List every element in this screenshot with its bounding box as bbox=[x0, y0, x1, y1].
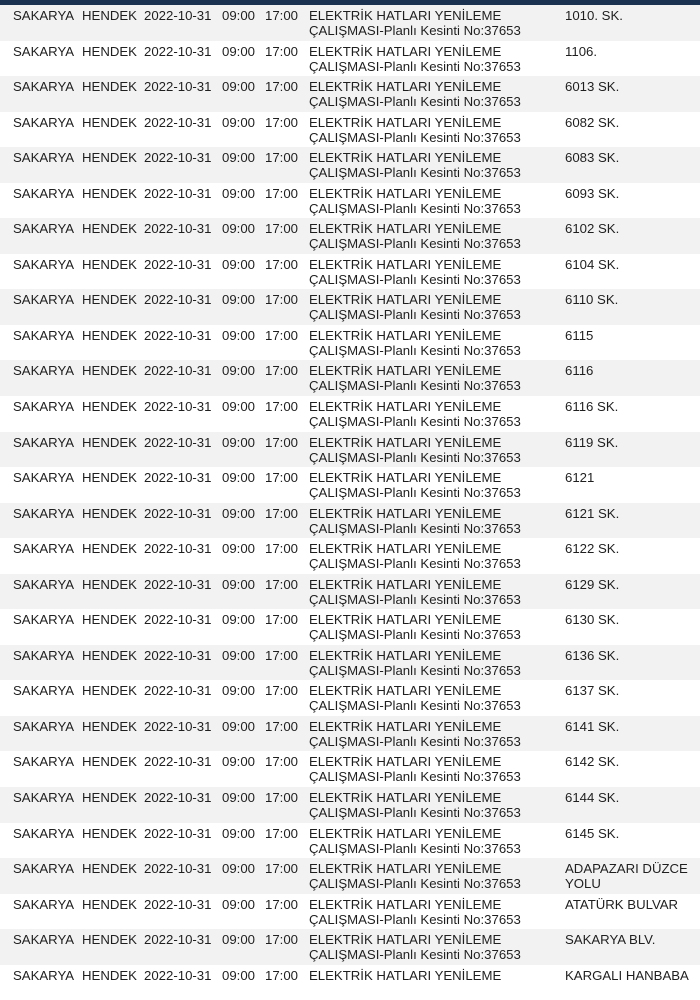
description-cell bbox=[309, 328, 554, 358]
start-time-cell: 09:00 bbox=[222, 185, 256, 201]
street-cell: 6121 bbox=[565, 470, 595, 486]
description-cell bbox=[309, 612, 554, 642]
end-time-cell: 17:00 bbox=[265, 967, 299, 983]
street-cell: 6102 SK. bbox=[565, 221, 620, 237]
end-time-cell: 17:00 bbox=[265, 470, 299, 486]
date-cell: 2022-10-31 bbox=[144, 399, 212, 415]
description-cell bbox=[309, 150, 554, 180]
description-line: ELEKTRİK HATLARI YENİLEME bbox=[309, 683, 502, 699]
district-cell: HENDEK bbox=[82, 718, 137, 734]
date-cell: 2022-10-31 bbox=[144, 967, 212, 983]
end-time-cell: 17:00 bbox=[265, 825, 299, 841]
description-cell bbox=[309, 221, 554, 251]
description-cell bbox=[309, 399, 554, 429]
district-cell: HENDEK bbox=[82, 292, 137, 308]
description-line: ELEKTRİK HATLARI YENİLEME bbox=[309, 576, 502, 592]
street-cell: 6119 SK. bbox=[565, 434, 619, 450]
district-cell: HENDEK bbox=[82, 327, 137, 343]
description-line: ELEKTRİK HATLARI YENİLEME bbox=[309, 505, 502, 521]
table-row bbox=[0, 218, 700, 254]
date-cell: 2022-10-31 bbox=[144, 576, 212, 592]
date-cell: 2022-10-31 bbox=[144, 150, 212, 166]
description-cell bbox=[309, 8, 554, 38]
date-cell: 2022-10-31 bbox=[144, 718, 212, 734]
start-time-cell: 09:00 bbox=[222, 967, 256, 983]
description-line: ELEKTRİK HATLARI YENİLEME bbox=[309, 292, 502, 308]
description-cell bbox=[309, 897, 554, 927]
description-cell bbox=[309, 292, 554, 322]
date-cell: 2022-10-31 bbox=[144, 79, 212, 95]
start-time-cell: 09:00 bbox=[222, 718, 256, 734]
street-cell: 6116 bbox=[565, 363, 594, 379]
end-time-cell: 17:00 bbox=[265, 647, 299, 663]
district-cell: HENDEK bbox=[82, 8, 137, 23]
table-row bbox=[0, 609, 700, 645]
description-line: ÇALIŞMASI-Planlı Kesinti No:37653 bbox=[309, 733, 521, 749]
table-row bbox=[0, 929, 700, 965]
end-time-cell: 17:00 bbox=[265, 505, 299, 521]
start-time-cell: 09:00 bbox=[222, 114, 256, 130]
description-line: ÇALIŞMASI-Planlı Kesinti No:37653 bbox=[309, 271, 521, 287]
end-time-cell: 17:00 bbox=[265, 576, 299, 592]
end-time-cell: 17:00 bbox=[265, 43, 299, 59]
table-row bbox=[0, 645, 700, 681]
city-cell: SAKARYA bbox=[13, 363, 75, 379]
description-line: ÇALIŞMASI-Planlı Kesinti No:37653 bbox=[309, 200, 521, 216]
start-time-cell: 09:00 bbox=[222, 541, 256, 557]
start-time-cell: 09:00 bbox=[222, 754, 256, 770]
date-cell: 2022-10-31 bbox=[144, 647, 212, 663]
description-line: ELEKTRİK HATLARI YENİLEME bbox=[309, 256, 502, 272]
district-cell: HENDEK bbox=[82, 114, 137, 130]
street-cell: 6142 SK. bbox=[565, 754, 620, 770]
table-row bbox=[0, 112, 700, 148]
description-line: ÇALIŞMASI-Planlı Kesinti No:37653 bbox=[309, 805, 521, 821]
city-cell: SAKARYA bbox=[13, 150, 75, 166]
street-cell: ATATÜRK BULVAR bbox=[565, 896, 679, 912]
description-cell bbox=[309, 968, 554, 983]
description-cell bbox=[309, 506, 554, 536]
end-time-cell: 17:00 bbox=[265, 541, 299, 557]
description-line: ÇALIŞMASI-Planlı Kesinti No:37653 bbox=[309, 58, 521, 74]
date-cell: 2022-10-31 bbox=[144, 292, 212, 308]
description-cell bbox=[309, 257, 554, 287]
district-cell: HENDEK bbox=[82, 399, 137, 415]
date-cell: 2022-10-31 bbox=[144, 327, 212, 343]
end-time-cell: 17:00 bbox=[265, 8, 299, 23]
description-line: ÇALIŞMASI-Planlı Kesinti No:37653 bbox=[309, 449, 521, 465]
end-time-cell: 17:00 bbox=[265, 896, 299, 912]
district-cell: HENDEK bbox=[82, 43, 137, 59]
date-cell: 2022-10-31 bbox=[144, 683, 212, 699]
description-line: ÇALIŞMASI-Planlı Kesinti No:37653 bbox=[309, 556, 521, 572]
date-cell: 2022-10-31 bbox=[144, 185, 212, 201]
district-cell: HENDEK bbox=[82, 256, 137, 272]
district-cell: HENDEK bbox=[82, 79, 137, 95]
date-cell: 2022-10-31 bbox=[144, 790, 212, 806]
end-time-cell: 17:00 bbox=[265, 327, 299, 343]
district-cell: HENDEK bbox=[82, 861, 137, 877]
table-row bbox=[0, 396, 700, 432]
description-line: ELEKTRİK HATLARI YENİLEME bbox=[309, 967, 502, 983]
description-line: ÇALIŞMASI-Planlı Kesinti No:37653 bbox=[309, 307, 521, 323]
description-cell bbox=[309, 932, 554, 962]
city-cell: SAKARYA bbox=[13, 718, 75, 734]
description-line: ELEKTRİK HATLARI YENİLEME bbox=[309, 221, 502, 237]
city-cell: SAKARYA bbox=[13, 114, 75, 130]
start-time-cell: 09:00 bbox=[222, 470, 256, 486]
description-cell bbox=[309, 435, 554, 465]
table-row bbox=[0, 680, 700, 716]
table-row bbox=[0, 147, 700, 183]
district-cell: HENDEK bbox=[82, 967, 137, 983]
description-line: ÇALIŞMASI-Planlı Kesinti No:37653 bbox=[309, 876, 521, 892]
district-cell: HENDEK bbox=[82, 896, 137, 912]
start-time-cell: 09:00 bbox=[222, 363, 256, 379]
start-time-cell: 09:00 bbox=[222, 896, 256, 912]
city-cell: SAKARYA bbox=[13, 967, 75, 983]
description-line: ELEKTRİK HATLARI YENİLEME bbox=[309, 363, 502, 379]
street-cell: SAKARYA BLV. bbox=[565, 932, 656, 948]
description-cell bbox=[309, 754, 554, 784]
district-cell: HENDEK bbox=[82, 150, 137, 166]
description-line: ÇALIŞMASI-Planlı Kesinti No:37653 bbox=[309, 129, 521, 145]
description-line: ÇALIŞMASI-Planlı Kesinti No:37653 bbox=[309, 94, 521, 110]
description-line: ÇALIŞMASI-Planlı Kesinti No:37653 bbox=[309, 342, 521, 358]
city-cell: SAKARYA bbox=[13, 576, 75, 592]
table-row bbox=[0, 41, 700, 77]
city-cell: SAKARYA bbox=[13, 292, 75, 308]
district-cell: HENDEK bbox=[82, 683, 137, 699]
date-cell: 2022-10-31 bbox=[144, 363, 212, 379]
start-time-cell: 09:00 bbox=[222, 8, 256, 23]
district-cell: HENDEK bbox=[82, 505, 137, 521]
end-time-cell: 17:00 bbox=[265, 79, 299, 95]
date-cell: 2022-10-31 bbox=[144, 43, 212, 59]
street-cell: 6104 SK. bbox=[565, 256, 620, 272]
city-cell: SAKARYA bbox=[13, 43, 75, 59]
description-line: ÇALIŞMASI-Planlı Kesinti No:37653 bbox=[309, 520, 521, 536]
table-row bbox=[0, 787, 700, 823]
description-line: ELEKTRİK HATLARI YENİLEME bbox=[309, 43, 502, 59]
description-line: ÇALIŞMASI-Planlı Kesinti No:37653 bbox=[309, 769, 521, 785]
description-line: ELEKTRİK HATLARI YENİLEME bbox=[309, 718, 502, 734]
description-line: ÇALIŞMASI-Planlı Kesinti No:37653 bbox=[309, 23, 521, 38]
description-cell bbox=[309, 826, 554, 856]
description-line: ELEKTRİK HATLARI YENİLEME bbox=[309, 114, 502, 130]
end-time-cell: 17:00 bbox=[265, 434, 299, 450]
start-time-cell: 09:00 bbox=[222, 79, 256, 95]
description-line: ELEKTRİK HATLARI YENİLEME bbox=[309, 896, 502, 912]
outage-table bbox=[0, 5, 700, 1000]
district-cell: HENDEK bbox=[82, 754, 137, 770]
start-time-cell: 09:00 bbox=[222, 505, 256, 521]
start-time-cell: 09:00 bbox=[222, 43, 256, 59]
street-cell: 6093 SK. bbox=[565, 185, 620, 201]
city-cell: SAKARYA bbox=[13, 825, 75, 841]
street-cell: 6115 bbox=[565, 327, 594, 343]
start-time-cell: 09:00 bbox=[222, 612, 256, 628]
city-cell: SAKARYA bbox=[13, 79, 75, 95]
table-row bbox=[0, 467, 700, 503]
description-line: ELEKTRİK HATLARI YENİLEME bbox=[309, 150, 502, 166]
city-cell: SAKARYA bbox=[13, 612, 75, 628]
city-cell: SAKARYA bbox=[13, 896, 75, 912]
table-row bbox=[0, 823, 700, 859]
description-line: ÇALIŞMASI-Planlı Kesinti No:37653 bbox=[309, 165, 521, 181]
end-time-cell: 17:00 bbox=[265, 399, 299, 415]
date-cell: 2022-10-31 bbox=[144, 434, 212, 450]
district-cell: HENDEK bbox=[82, 434, 137, 450]
district-cell: HENDEK bbox=[82, 221, 137, 237]
start-time-cell: 09:00 bbox=[222, 861, 256, 877]
table-row bbox=[0, 254, 700, 290]
description-cell bbox=[309, 115, 554, 145]
city-cell: SAKARYA bbox=[13, 256, 75, 272]
street-cell: 6136 SK. bbox=[565, 647, 620, 663]
date-cell: 2022-10-31 bbox=[144, 861, 212, 877]
start-time-cell: 09:00 bbox=[222, 327, 256, 343]
street-cell: 6110 SK. bbox=[565, 292, 619, 308]
description-line: ELEKTRİK HATLARI YENİLEME bbox=[309, 185, 502, 201]
district-cell: HENDEK bbox=[82, 470, 137, 486]
description-cell bbox=[309, 44, 554, 74]
date-cell: 2022-10-31 bbox=[144, 541, 212, 557]
description-cell bbox=[309, 861, 554, 891]
end-time-cell: 17:00 bbox=[265, 612, 299, 628]
street-cell: 6122 SK. bbox=[565, 541, 620, 557]
date-cell: 2022-10-31 bbox=[144, 256, 212, 272]
description-line: ÇALIŞMASI-Planlı Kesinti No:37653 bbox=[309, 698, 521, 714]
start-time-cell: 09:00 bbox=[222, 825, 256, 841]
city-cell: SAKARYA bbox=[13, 470, 75, 486]
description-cell bbox=[309, 683, 554, 713]
description-cell bbox=[309, 470, 554, 500]
end-time-cell: 17:00 bbox=[265, 256, 299, 272]
table-row bbox=[0, 183, 700, 219]
city-cell: SAKARYA bbox=[13, 505, 75, 521]
street-cell: 6129 SK. bbox=[565, 576, 620, 592]
street-cell: 6144 SK. bbox=[565, 790, 620, 806]
street-cell: 6130 SK. bbox=[565, 612, 620, 628]
description-line: ELEKTRİK HATLARI YENİLEME bbox=[309, 79, 502, 95]
start-time-cell: 09:00 bbox=[222, 256, 256, 272]
date-cell: 2022-10-31 bbox=[144, 8, 212, 23]
end-time-cell: 17:00 bbox=[265, 221, 299, 237]
description-cell bbox=[309, 79, 554, 109]
start-time-cell: 09:00 bbox=[222, 221, 256, 237]
description-line: ÇALIŞMASI-Planlı Kesinti No:37653 bbox=[309, 378, 521, 394]
table-row bbox=[0, 360, 700, 396]
district-cell: HENDEK bbox=[82, 576, 137, 592]
city-cell: SAKARYA bbox=[13, 399, 75, 415]
description-cell bbox=[309, 577, 554, 607]
description-line: ELEKTRİK HATLARI YENİLEME bbox=[309, 647, 502, 663]
table-row bbox=[0, 894, 700, 930]
district-cell: HENDEK bbox=[82, 790, 137, 806]
date-cell: 2022-10-31 bbox=[144, 932, 212, 948]
description-cell bbox=[309, 541, 554, 571]
street-cell: 1010. SK. bbox=[565, 8, 623, 23]
table-row bbox=[0, 503, 700, 539]
description-cell bbox=[309, 363, 554, 393]
end-time-cell: 17:00 bbox=[265, 292, 299, 308]
district-cell: HENDEK bbox=[82, 185, 137, 201]
end-time-cell: 17:00 bbox=[265, 932, 299, 948]
city-cell: SAKARYA bbox=[13, 932, 75, 948]
district-cell: HENDEK bbox=[82, 541, 137, 557]
description-line: ELEKTRİK HATLARI YENİLEME bbox=[309, 327, 502, 343]
start-time-cell: 09:00 bbox=[222, 399, 256, 415]
city-cell: SAKARYA bbox=[13, 8, 75, 23]
description-line: ELEKTRİK HATLARI YENİLEME bbox=[309, 399, 502, 415]
description-line: ÇALIŞMASI-Planlı Kesinti No:37653 bbox=[309, 911, 521, 927]
end-time-cell: 17:00 bbox=[265, 718, 299, 734]
end-time-cell: 17:00 bbox=[265, 683, 299, 699]
description-line: ELEKTRİK HATLARI YENİLEME bbox=[309, 790, 502, 806]
street-cell: 6013 SK. bbox=[565, 79, 620, 95]
description-line: ELEKTRİK HATLARI YENİLEME bbox=[309, 470, 502, 486]
date-cell: 2022-10-31 bbox=[144, 754, 212, 770]
description-line: ÇALIŞMASI-Planlı Kesinti No:37653 bbox=[309, 627, 521, 643]
description-line: ÇALIŞMASI-Planlı Kesinti No:37653 bbox=[309, 236, 521, 252]
date-cell: 2022-10-31 bbox=[144, 470, 212, 486]
city-cell: SAKARYA bbox=[13, 647, 75, 663]
city-cell: SAKARYA bbox=[13, 754, 75, 770]
start-time-cell: 09:00 bbox=[222, 790, 256, 806]
description-line: ELEKTRİK HATLARI YENİLEME bbox=[309, 612, 502, 628]
district-cell: HENDEK bbox=[82, 932, 137, 948]
street-cell: 6121 SK. bbox=[565, 505, 620, 521]
street-cell: 6082 SK. bbox=[565, 114, 620, 130]
description-line: ÇALIŞMASI-Planlı Kesinti No:37653 bbox=[309, 662, 521, 678]
end-time-cell: 17:00 bbox=[265, 114, 299, 130]
description-line: ÇALIŞMASI-Planlı Kesinti No:37653 bbox=[309, 840, 521, 856]
description-line: ÇALIŞMASI-Planlı Kesinti No:37653 bbox=[309, 947, 521, 963]
start-time-cell: 09:00 bbox=[222, 434, 256, 450]
description-cell bbox=[309, 719, 554, 749]
start-time-cell: 09:00 bbox=[222, 576, 256, 592]
description-line: ELEKTRİK HATLARI YENİLEME bbox=[309, 932, 502, 948]
description-line: ELEKTRİK HATLARI YENİLEME bbox=[309, 541, 502, 557]
city-cell: SAKARYA bbox=[13, 541, 75, 557]
end-time-cell: 17:00 bbox=[265, 150, 299, 166]
table-row bbox=[0, 538, 700, 574]
street-cell: 6137 SK. bbox=[565, 683, 620, 699]
start-time-cell: 09:00 bbox=[222, 932, 256, 948]
date-cell: 2022-10-31 bbox=[144, 612, 212, 628]
description-cell bbox=[309, 186, 554, 216]
description-line: ÇALIŞMASI-Planlı Kesinti No:37653 bbox=[309, 414, 521, 430]
city-cell: SAKARYA bbox=[13, 327, 75, 343]
city-cell: SAKARYA bbox=[13, 434, 75, 450]
district-cell: HENDEK bbox=[82, 363, 137, 379]
date-cell: 2022-10-31 bbox=[144, 896, 212, 912]
district-cell: HENDEK bbox=[82, 612, 137, 628]
table-row bbox=[0, 325, 700, 361]
description-cell bbox=[309, 790, 554, 820]
description-line: ÇALIŞMASI-Planlı Kesinti No:37653 bbox=[309, 485, 521, 501]
table-row bbox=[0, 751, 700, 787]
table-row bbox=[0, 289, 700, 325]
description-cell bbox=[309, 648, 554, 678]
street-cell: 6145 SK. bbox=[565, 825, 620, 841]
description-line: ELEKTRİK HATLARI YENİLEME bbox=[309, 8, 502, 23]
description-line: ELEKTRİK HATLARI YENİLEME bbox=[309, 754, 502, 770]
street-cell: ADAPAZARI DÜZCE YOLU bbox=[565, 861, 688, 892]
end-time-cell: 17:00 bbox=[265, 363, 299, 379]
table-row bbox=[0, 76, 700, 112]
description-line: ÇALIŞMASI-Planlı Kesinti No:37653 bbox=[309, 591, 521, 607]
city-cell: SAKARYA bbox=[13, 861, 75, 877]
date-cell: 2022-10-31 bbox=[144, 114, 212, 130]
table-row bbox=[0, 965, 700, 1000]
table-row bbox=[0, 858, 700, 894]
description-line: ELEKTRİK HATLARI YENİLEME bbox=[309, 861, 502, 877]
district-cell: HENDEK bbox=[82, 647, 137, 663]
date-cell: 2022-10-31 bbox=[144, 221, 212, 237]
description-line: ELEKTRİK HATLARI YENİLEME bbox=[309, 434, 502, 450]
end-time-cell: 17:00 bbox=[265, 861, 299, 877]
start-time-cell: 09:00 bbox=[222, 647, 256, 663]
street-cell: 6083 SK. bbox=[565, 150, 620, 166]
street-cell: 6141 SK. bbox=[565, 718, 620, 734]
table-row bbox=[0, 5, 700, 41]
city-cell: SAKARYA bbox=[13, 790, 75, 806]
city-cell: SAKARYA bbox=[13, 683, 75, 699]
city-cell: SAKARYA bbox=[13, 185, 75, 201]
street-cell: 1106. bbox=[565, 43, 598, 59]
start-time-cell: 09:00 bbox=[222, 150, 256, 166]
description-line: ELEKTRİK HATLARI YENİLEME bbox=[309, 825, 502, 841]
end-time-cell: 17:00 bbox=[265, 754, 299, 770]
start-time-cell: 09:00 bbox=[222, 683, 256, 699]
table-row bbox=[0, 716, 700, 752]
table-row bbox=[0, 432, 700, 468]
start-time-cell: 09:00 bbox=[222, 292, 256, 308]
end-time-cell: 17:00 bbox=[265, 790, 299, 806]
street-cell: KARGALI HANBABA bbox=[565, 967, 689, 983]
district-cell: HENDEK bbox=[82, 825, 137, 841]
table-row bbox=[0, 574, 700, 610]
city-cell: SAKARYA bbox=[13, 221, 75, 237]
street-cell: 6116 SK. bbox=[565, 399, 619, 415]
date-cell: 2022-10-31 bbox=[144, 505, 212, 521]
end-time-cell: 17:00 bbox=[265, 185, 299, 201]
date-cell: 2022-10-31 bbox=[144, 825, 212, 841]
